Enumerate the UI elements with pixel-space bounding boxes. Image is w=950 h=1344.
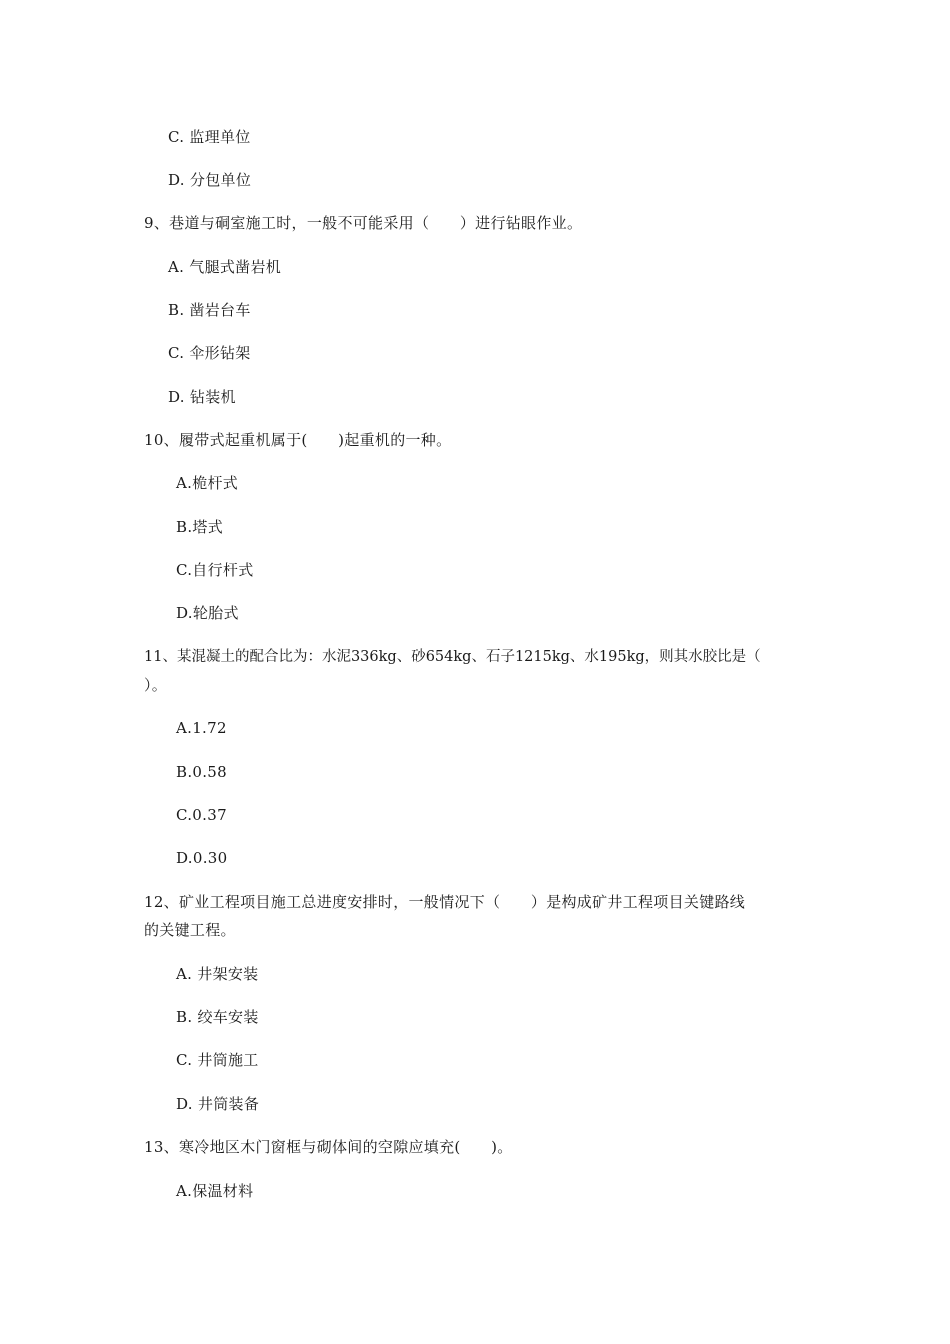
q12-option-c: C. 井筒施工	[176, 1051, 259, 1069]
q11-option-a: A.1.72	[176, 719, 227, 737]
q9-stem: 9、巷道与硐室施工时，一般不可能采用（ ）进行钻眼作业。	[144, 214, 583, 232]
q9-option-b: B. 凿岩台车	[168, 301, 251, 319]
q9-option-a: A. 气腿式凿岩机	[168, 258, 282, 276]
q11-option-d: D.0.30	[176, 849, 228, 867]
q11-stem-line1: 11、某混凝土的配合比为：水泥336kg、砂654kg、石子1215kg、水195kg，则其水胶比是（	[144, 649, 761, 665]
q10-option-b: B.塔式	[176, 518, 223, 536]
q10-option-c: C.自行杆式	[176, 561, 254, 579]
q12-option-a: A. 井架安装	[176, 965, 259, 983]
q12-option-b: B. 绞车安装	[176, 1008, 259, 1026]
q10-option-a: A.桅杆式	[176, 474, 239, 492]
q11-option-c: C.0.37	[176, 806, 227, 824]
q9-option-d: D. 钻装机	[168, 388, 236, 406]
q12-stem-line2: 的关键工程。	[144, 921, 236, 939]
q8-option-d: D. 分包单位	[168, 171, 252, 189]
q11-option-b: B.0.58	[176, 763, 227, 781]
q9-option-c: C. 伞形钻架	[168, 344, 251, 362]
q8-option-c: C. 监理单位	[168, 128, 251, 146]
q10-option-d: D.轮胎式	[176, 604, 239, 622]
q10-stem: 10、履带式起重机属于( )起重机的一种。	[144, 431, 452, 449]
q13-stem: 13、寒冷地区木门窗框与砌体间的空隙应填充( )。	[144, 1138, 513, 1156]
q13-option-a: A.保温材料	[176, 1182, 254, 1200]
q12-stem-line1: 12、矿业工程项目施工总进度安排时，一般情况下（ ）是构成矿井工程项目关键路线	[144, 893, 746, 911]
q11-stem-line2: ）。	[144, 676, 168, 694]
q12-option-d: D. 井筒装备	[176, 1095, 260, 1113]
